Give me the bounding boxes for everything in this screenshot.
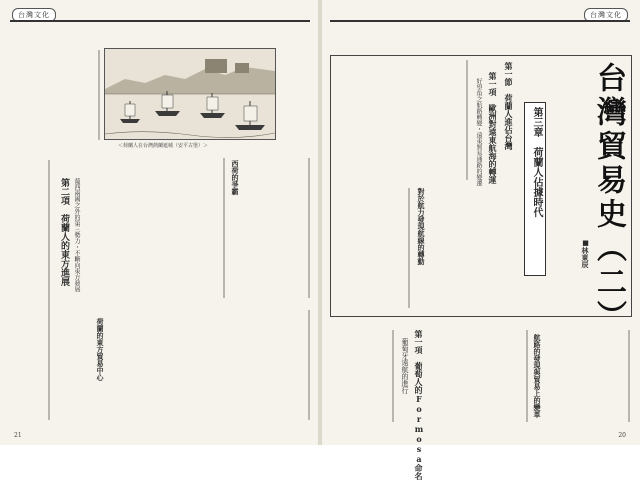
section-2-heading: 第一項 葡萄人的Formosa命名 (414, 330, 424, 480)
left-body-text-left (10, 160, 50, 420)
left-page (0, 0, 318, 445)
right-page (322, 0, 640, 480)
left-body-text-middle (140, 158, 225, 298)
left-page-number: 21 (14, 432, 22, 439)
section-heading-voyages: 航路的發現與貿易上的變革 (533, 334, 542, 418)
author-name: ■林東辰 (581, 238, 590, 268)
right-body-text-top (334, 60, 468, 180)
figure-caption: ＜荷蘭人在台灣熱蘭遮城（安平古堡）＞ (118, 143, 209, 149)
section-heading-rivalry: 西荷的爭霸 (231, 160, 240, 195)
right-body-text-bottom-mid (428, 330, 528, 422)
left-body-text-bottom (112, 310, 310, 420)
right-body-text-bottom-left (334, 330, 394, 422)
section-sub-heading-2: 對於航力發現航線的轉動 (417, 188, 426, 265)
right-header-rule (330, 20, 630, 22)
right-page-header: 台灣文化 (584, 8, 628, 22)
right-body-text-bottom-right (542, 330, 630, 422)
right-page-number: 20 (618, 432, 626, 439)
section-1-sub: 好望角之航路轉變・遠東貿易通路的變遷 (475, 78, 482, 186)
right-body-text-mid (334, 188, 410, 308)
left-header-rule (10, 20, 310, 22)
section-1-heading: 第一節 荷蘭人進佔台灣 (504, 62, 514, 150)
fort-zeelandia-engraving (104, 48, 276, 140)
section-heading-trade-center: 荷蘭的東方貿易中心 (96, 318, 105, 381)
section-heading-dutch-expansion: 第二項 荷蘭人的東方進展 (59, 178, 69, 286)
left-body-text-top (10, 50, 100, 140)
chapter-title-box (524, 102, 546, 276)
left-page-header: 台灣文化 (12, 8, 56, 22)
section-2-sub: 葡萄牙遠航的進行 (401, 338, 409, 394)
section-heading-dutch-expansion-sub: 葡西兩國之外的第三勢力・不斷向東方發展 (73, 178, 80, 292)
main-title: 台灣貿易史（二） (591, 62, 626, 334)
section-1-item: 第一項 歐洲對遠東航海的轉運 (488, 72, 498, 184)
chapter-title: 第三章 荷蘭人佔據時代 (531, 107, 542, 217)
left-body-text-right (242, 158, 310, 298)
